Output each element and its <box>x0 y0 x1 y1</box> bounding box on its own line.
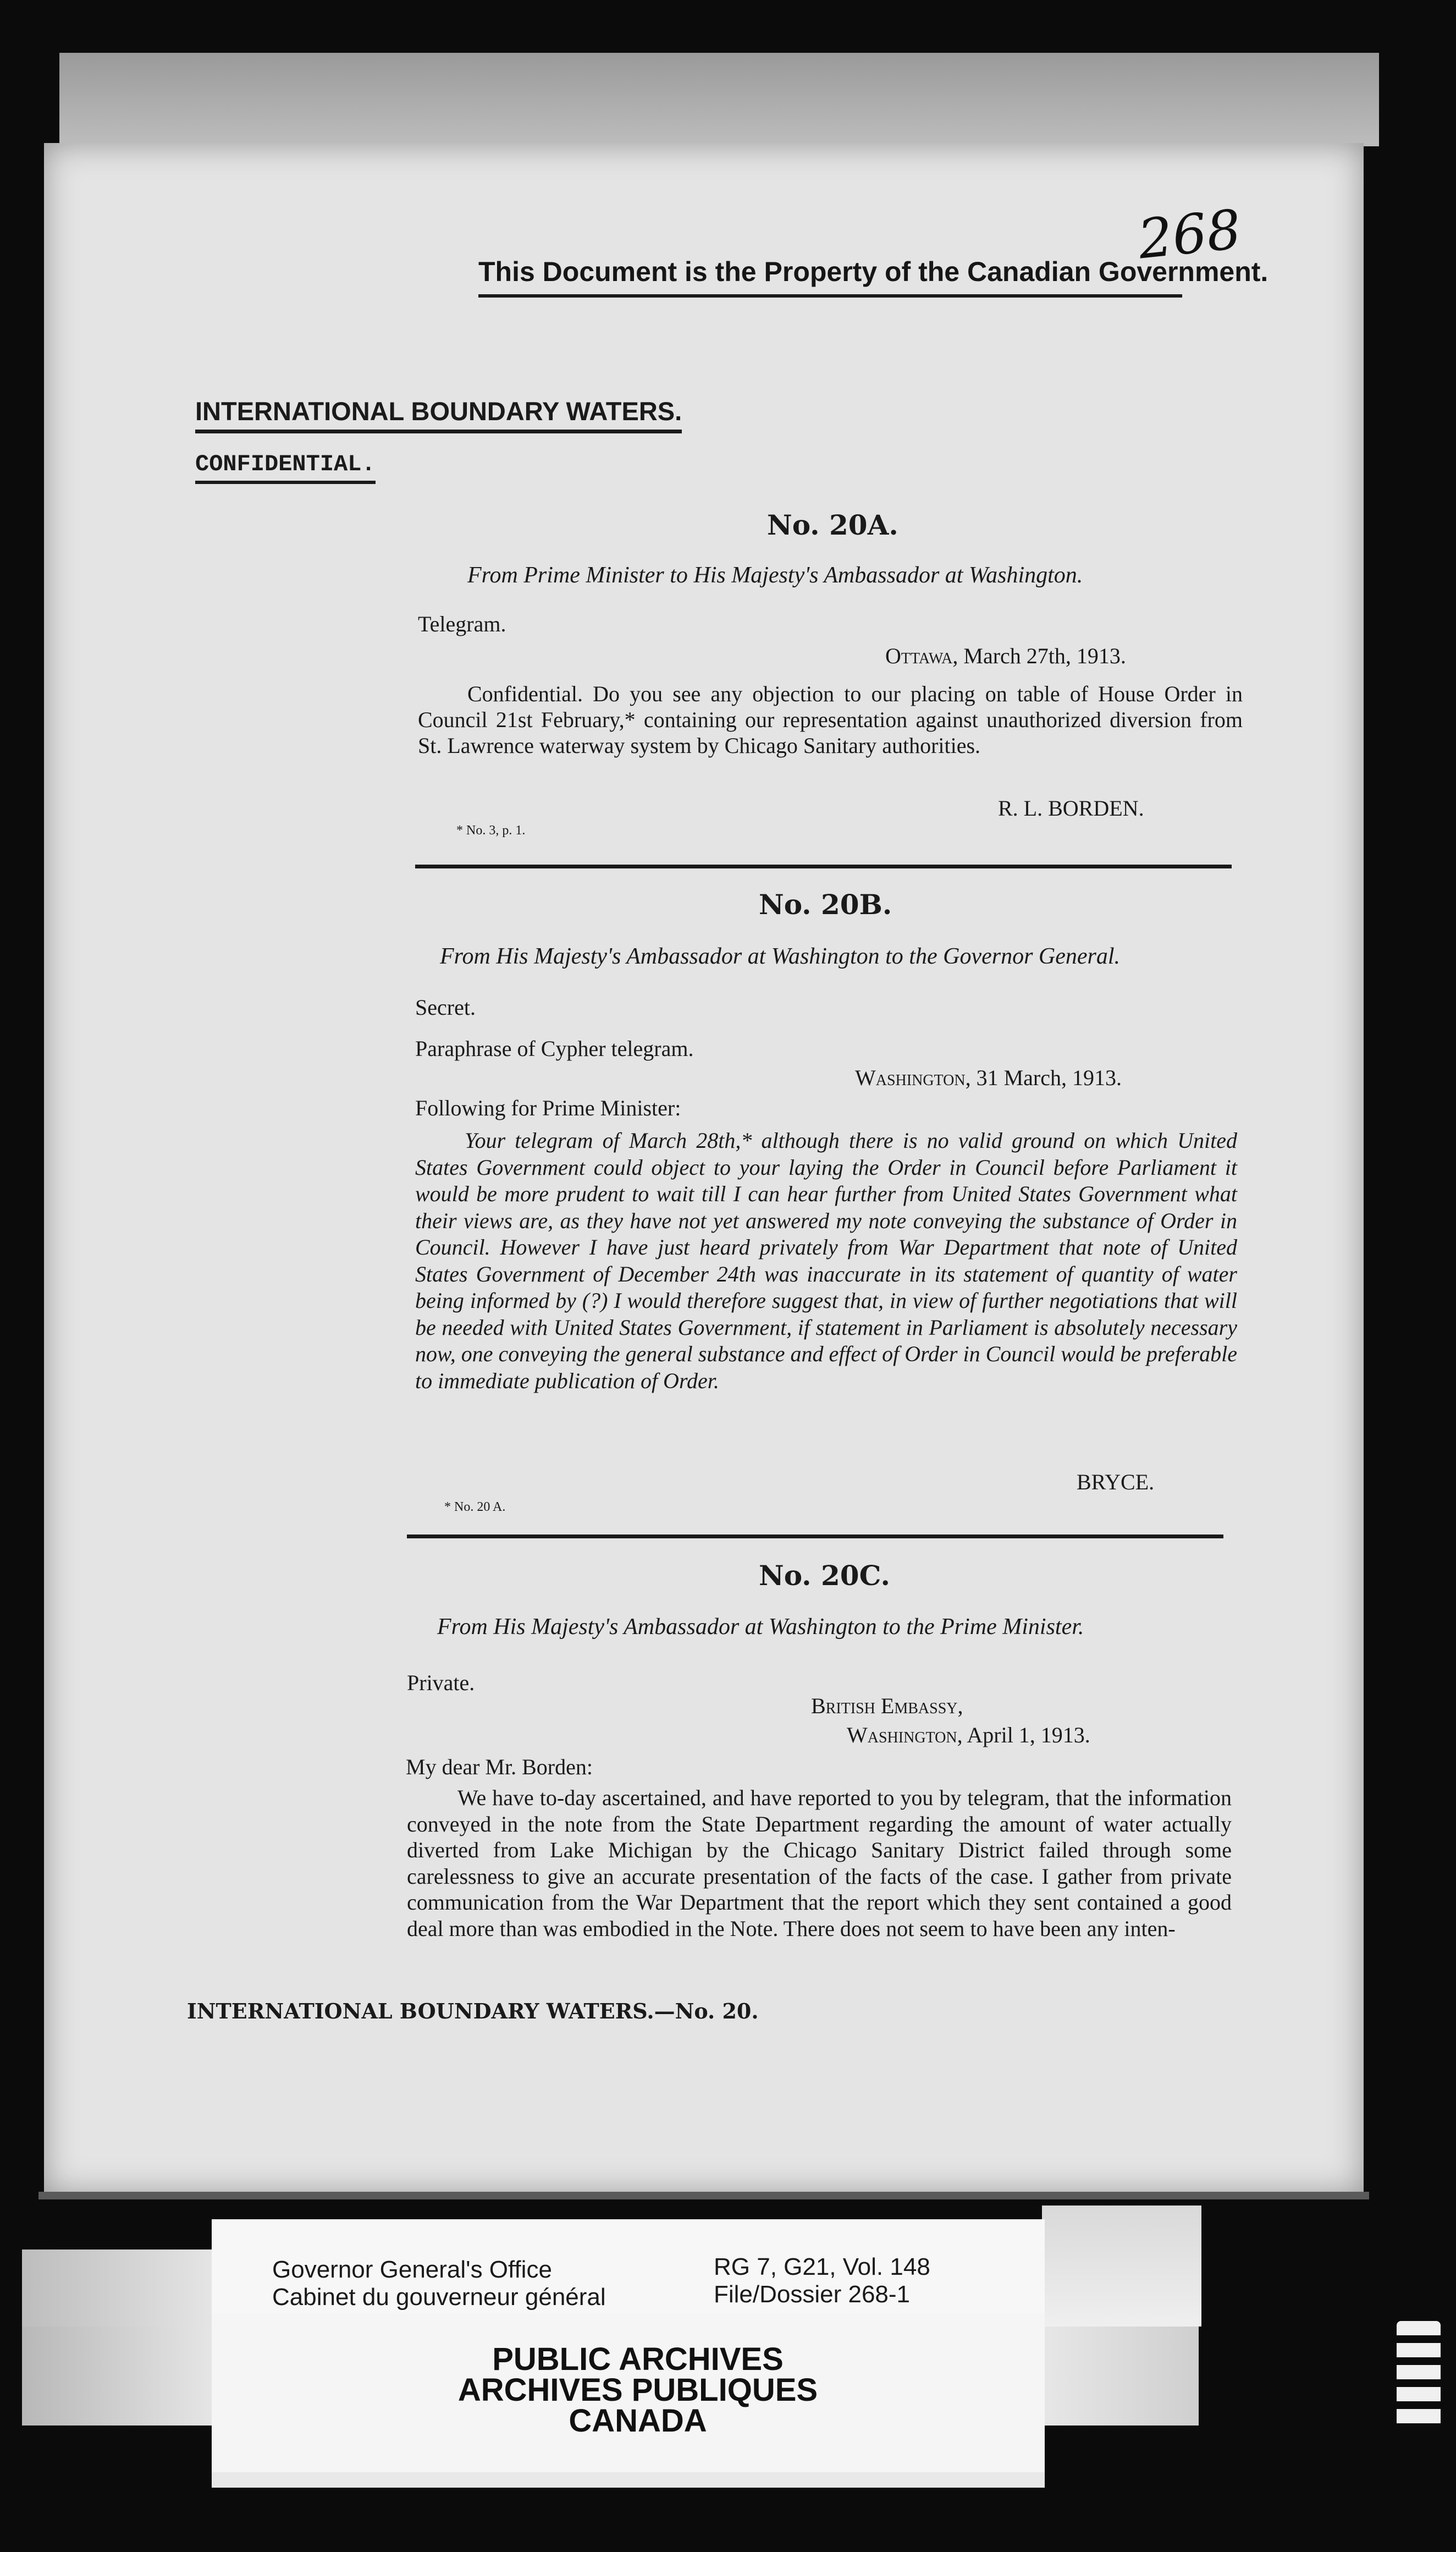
property-notice: This Document is the Property of the Canadian Government. <box>478 256 1182 298</box>
stamp-backing <box>1042 2206 1201 2326</box>
dateline-date: April 1, 1913. <box>967 1723 1090 1747</box>
doc-body-20b: Your telegram of March 28th,* although there is no valid ground on which United States Government could object to your laying the Order in Council before Parliament it would be more prudent to wait till I can hear further from United States Government what their views are, as they have not yet answered my note conveying the substance of Order in Council. However I have just heard privately from War Department that note of United States Government of December 24th was inaccurate in its statement of quantity of water being informed by (?) I would therefore suggest that, in view of further negotiations that will be needed with United States Government, if statement in Parliament is absolutely necessary now, one conveying the general substance and effect of Order in Council would be preferable to immediate publication of Order. <box>415 1128 1237 1393</box>
doc-number-20b: No. 20B. <box>759 888 892 921</box>
office-name-fr: Cabinet du gouverneur général <box>272 2284 606 2311</box>
dateline-date: 31 March, 1913. <box>976 1065 1122 1090</box>
dateline-date: March 27th, 1913. <box>963 644 1126 668</box>
film-sprocket-holes <box>1397 2321 1441 2431</box>
doc-number-20a: No. 20A. <box>767 509 898 541</box>
doc-body-20c: We have to-day ascertained, and have reported to you by telegram, that the information conveyed in the note from the State Department regarding the amount of water actually diverted from Lake Michigan by the Chicago Sanitary District failed through some carelessness to give an accurate presentation of the facts of the case. I gather from private communication from the War Department that the report which they sent contained a good deal more than was embodied in the Note. There does not seem to have been any inten- <box>407 1785 1232 1941</box>
footnote-20a: * No. 3, p. 1. <box>456 823 526 838</box>
doc-heading-20a: From Prime Minister to His Majesty's Ambassador at Washington. <box>467 563 1083 588</box>
signature-20a: R. L. BORDEN. <box>998 796 1144 821</box>
dateline-place: Ottawa, <box>885 644 958 668</box>
doc-type-20c: Private. <box>407 1670 475 1695</box>
dateline-20c <box>847 1724 1090 1746</box>
doc-number-20c: No. 20C. <box>759 1559 890 1592</box>
classification-label: CONFIDENTIAL. <box>195 451 376 484</box>
doc-heading-20b: From His Majesty's Ambassador at Washington to the Governor General. <box>440 944 1121 969</box>
section-title: INTERNATIONAL BOUNDARY WATERS. <box>195 396 682 433</box>
running-footer: INTERNATIONAL BOUNDARY WATERS.—No. 20. <box>187 1999 759 2023</box>
footnote-20b: * No. 20 A. <box>444 1500 506 1514</box>
dateline-place-20c: British Embassy, <box>811 1693 963 1718</box>
handwritten-file-number: 268 <box>1135 198 1244 272</box>
archives-stamp <box>330 2341 946 2439</box>
dateline-place: Washington, <box>847 1723 963 1747</box>
file-reference: File/Dossier 268-1 <box>714 2281 911 2308</box>
dateline-20a <box>885 645 1126 667</box>
office-name-en: Governor General's Office <box>272 2256 552 2283</box>
dateline-20b <box>855 1067 1122 1089</box>
doc-type-20b: Paraphrase of Cypher telegram. <box>415 1036 694 1061</box>
classification-20b: Secret. <box>415 995 476 1020</box>
stamp-strip <box>212 2472 1045 2488</box>
salutation-20b: Following for Prime Minister: <box>415 1096 681 1120</box>
doc-heading-20c: From His Majesty's Ambassador at Washington to the Prime Minister. <box>437 1614 1084 1640</box>
salutation-20c: My dear Mr. Borden: <box>406 1755 593 1779</box>
archives-line-3: CANADA <box>569 2403 707 2439</box>
page-edge <box>38 2192 1369 2199</box>
scan-top-band <box>59 53 1379 146</box>
doc-body-20a: Confidential. Do you see any objection to our placing on table of House Order in Council 21st February,* containing our representation against unauthorized diversion from St. Lawrence waterway system by Chicago Sanitary authorities. <box>418 681 1243 758</box>
archives-line-1: PUBLIC ARCHIVES <box>492 2341 784 2377</box>
doc-type-20a: Telegram. <box>418 612 506 636</box>
separator-rule <box>407 1535 1223 1538</box>
dateline-place: Washington, <box>855 1065 971 1090</box>
signature-20b: BRYCE. <box>1077 1470 1155 1494</box>
separator-rule <box>415 865 1232 868</box>
archives-line-2: ARCHIVES PUBLIQUES <box>457 2372 818 2408</box>
record-group-reference: RG 7, G21, Vol. 148 <box>714 2253 930 2280</box>
